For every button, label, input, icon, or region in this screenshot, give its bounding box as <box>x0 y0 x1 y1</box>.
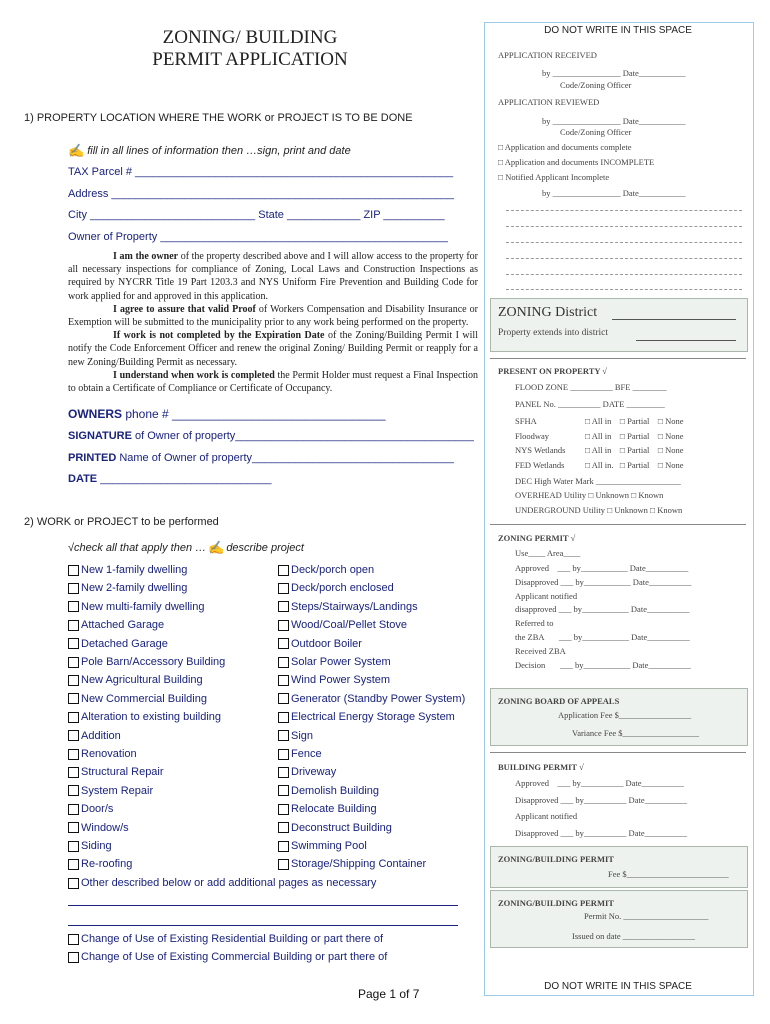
zb-permit-fee-box <box>490 846 748 888</box>
checkbox-box[interactable] <box>278 767 289 778</box>
describe-line-1[interactable] <box>68 905 458 906</box>
checkbox-box[interactable] <box>278 657 289 668</box>
work-right-checkbox-5[interactable] <box>278 656 391 668</box>
checkbox-box[interactable] <box>68 841 79 852</box>
zp_rows-row[interactable]: disapproved ___ by___________ Date__________ <box>515 604 690 615</box>
checkbox-box[interactable] <box>68 675 79 686</box>
change-use-residential-checkbox[interactable] <box>68 933 383 945</box>
zoning-district-line[interactable] <box>612 319 736 320</box>
work-left-checkbox-13[interactable] <box>68 803 113 815</box>
variance-fee-field[interactable]: Variance Fee $__________________ <box>572 728 700 738</box>
checkbox-box[interactable] <box>278 638 289 649</box>
work-right-label: Storage/Shipping Container <box>291 858 427 871</box>
work-left-label: New multi-family dwelling <box>81 600 205 613</box>
reviewed-by-date[interactable]: by ________________ Date___________ <box>542 116 686 126</box>
checkbox-box[interactable] <box>278 804 289 815</box>
work-left-label: Structural Repair <box>81 766 164 779</box>
work-left-checkbox-0[interactable] <box>68 564 187 576</box>
form-title-line2: PERMIT APPLICATION <box>152 49 348 70</box>
work-right-label: Wind Power System <box>291 674 391 687</box>
docs-complete-option[interactable] <box>498 142 632 152</box>
instruction2-check-text: √check all that apply then … <box>68 542 207 554</box>
para2-bold: I agree to assure that valid Proof <box>113 303 256 315</box>
work-left-label: Addition <box>81 729 121 742</box>
instruction1-text: fill in all lines of information then …sign, print and date <box>87 145 351 157</box>
work-right-checkbox-13[interactable] <box>278 803 377 815</box>
hazard-label: Floodway <box>515 430 549 441</box>
para4-text: the Permit Holder must request a Final Inspection to obtain a Certificate of Compliance or Certificate of Occupancy. <box>68 369 478 395</box>
work-right-checkbox-0[interactable] <box>278 564 374 576</box>
signature-label: SIGNATURE <box>68 430 132 442</box>
permit-fee-field[interactable]: Fee $________________________ <box>608 869 729 879</box>
date-label: DATE <box>68 473 98 485</box>
hazard-options[interactable]: □ All in □ Partial □ None <box>585 430 684 441</box>
checkbox-box[interactable] <box>68 785 79 796</box>
work-right-label: Deck/porch open <box>291 564 375 576</box>
checkbox-box[interactable] <box>68 565 79 576</box>
work-right-label: Generator (Standby Power System) <box>291 692 466 705</box>
zp_rows-row[interactable]: Received ZBA <box>515 645 566 656</box>
checkbox-box[interactable] <box>278 730 289 741</box>
printed-label: PRINTED <box>68 452 117 464</box>
para3-text: of the Zoning/Building Permit I will notify the Code Enforcement Officer and renew the original Zoning/ Building Permit or reapply for a new Zoning/Building Permit as necessary. <box>68 330 478 368</box>
para4-bold: I understand when work is completed <box>113 369 275 381</box>
change-use-commercial-label: Change of Use of Existing Commercial Building or part there of <box>81 951 388 963</box>
work-right-label: Demolish Building <box>291 784 380 797</box>
application-fee-field[interactable]: Application Fee $_________________ <box>558 710 692 720</box>
work-left-checkbox-15[interactable] <box>68 840 112 852</box>
checkbox-box[interactable] <box>68 767 79 778</box>
checkbox-icon[interactable]: □ <box>498 142 505 152</box>
work-left-label: New 1-family dwelling <box>81 564 188 576</box>
hazard-options[interactable]: □ All in □ Partial □ None <box>585 445 684 455</box>
work-left-checkbox-6[interactable] <box>68 674 203 686</box>
date-line: ____________________________ <box>97 473 272 485</box>
bp_rows-row[interactable]: Approved ___ by__________ Date__________ <box>515 778 685 788</box>
checkbox-box[interactable] <box>68 804 79 815</box>
zba-heading: ZONING BOARD OF APPEALS <box>498 696 620 706</box>
hazard-row[interactable] <box>515 431 684 441</box>
notes-line-5[interactable] <box>506 274 742 275</box>
work-left-checkbox-12[interactable] <box>68 785 153 797</box>
zp_rows-row[interactable]: Applicant notified <box>515 590 578 601</box>
flood-zone-field[interactable]: FLOOD ZONE __________ BFE ________ <box>515 382 667 392</box>
panel-top-header: DO NOT WRITE IN THIS SPACE <box>544 25 692 36</box>
work-left-checkbox-9[interactable] <box>68 730 121 742</box>
checkbox-box[interactable] <box>68 693 79 704</box>
work-right-checkbox-11[interactable] <box>278 766 336 778</box>
checkbox-icon[interactable]: □ <box>498 172 506 182</box>
received-by-date[interactable]: by ________________ Date___________ <box>542 68 686 78</box>
checkbox-box[interactable] <box>278 620 289 631</box>
panel-bottom-header: DO NOT WRITE IN THIS SPACE <box>544 981 692 992</box>
work-right-checkbox-8[interactable] <box>278 711 455 723</box>
work-left-label: Door/s <box>81 803 114 816</box>
checkbox-box[interactable] <box>278 565 289 576</box>
work-left-checkbox-1[interactable] <box>68 582 187 594</box>
extends-into-district-label: Property extends into district <box>498 328 609 338</box>
work-right-checkbox-12[interactable] <box>278 785 379 797</box>
underground-utility-row[interactable]: UNDERGROUND Utility □ Unknown □ Known <box>515 505 683 515</box>
section2-heading: 2) WORK or PROJECT to be performed <box>24 516 219 528</box>
other-described-checkbox[interactable] <box>68 877 376 889</box>
work-left-checkbox-10[interactable] <box>68 748 137 760</box>
work-left-label: Alteration to existing building <box>81 711 222 724</box>
zp_rows-row[interactable]: Approved ___ by___________ Date__________ <box>515 563 689 573</box>
checkbox-box[interactable] <box>68 601 79 612</box>
hazard-label: NYS Wetlands <box>515 445 566 455</box>
checkbox-box[interactable] <box>278 785 289 796</box>
checkbox-box[interactable] <box>278 749 289 760</box>
checkbox-box[interactable] <box>278 822 289 833</box>
other-described-label: Other described below or add additional pages as necessary <box>81 877 377 889</box>
hazard-label: FED Wetlands <box>515 459 565 470</box>
permit-number-field[interactable]: Permit No. ____________________ <box>584 911 709 921</box>
work-left-label: Re-roofing <box>81 858 133 871</box>
change-use-residential-label: Change of Use of Existing Residential Building or part there of <box>81 933 384 945</box>
work-right-checkbox-9[interactable] <box>278 730 313 742</box>
notes-line-2[interactable] <box>506 226 742 227</box>
hazard-row[interactable] <box>515 460 684 470</box>
hazard-row[interactable] <box>515 445 684 455</box>
para1-text: of the property described above and I will allow access to the property for all necessary inspections for compliance of Zoning, Local Laws and Construction Inspections as required by NYCRR Title 19 Part 1203.3 and NYS Uniform Fire Prevention and Building Code for work applied for and approved in this application. <box>68 251 478 302</box>
checkbox-box[interactable] <box>68 749 79 760</box>
date-field[interactable] <box>68 473 272 485</box>
hazard-options[interactable]: □ All in. □ Partial □ None <box>585 459 684 470</box>
zb-permit-heading-1: ZONING/BUILDING PERMIT <box>498 854 614 864</box>
checkbox-box[interactable] <box>68 859 79 870</box>
work-left-label: Pole Barn/Accessory Building <box>81 656 226 668</box>
notes-line-4[interactable] <box>506 258 742 259</box>
work-right-checkbox-10[interactable] <box>278 748 322 760</box>
work-right-label: Deck/porch enclosed <box>291 582 394 595</box>
divider <box>490 524 746 525</box>
work-left-label: Detached Garage <box>81 637 168 650</box>
work-left-checkbox-7[interactable] <box>68 693 207 705</box>
checkbox-box[interactable] <box>68 952 79 963</box>
owners-phone-label: OWNERS <box>68 407 122 421</box>
owners-phone-line: phone # ________________________________ <box>122 407 386 421</box>
zoning-permit-heading: ZONING PERMIT √ <box>498 533 576 543</box>
checkbox-box[interactable] <box>278 583 289 594</box>
work-right-label: Deconstruct Building <box>291 821 392 834</box>
zp_rows-row[interactable]: Disapproved ___ by___________ Date__________ <box>515 576 692 587</box>
address-field[interactable]: Address ________________________________________________________ <box>68 188 454 200</box>
hazard-options[interactable]: □ All in □ Partial □ None <box>585 416 684 426</box>
checkbox-box[interactable] <box>68 638 79 649</box>
docs-incomplete-option[interactable] <box>498 157 654 167</box>
work-left-label: Renovation <box>81 748 137 760</box>
para2-text: of Workers Compensation and Disability Insurance or Exemption will be submitted to the municipality prior to any work being performed on the property. <box>68 303 478 329</box>
signature-field[interactable] <box>68 430 474 442</box>
checkbox-box[interactable] <box>278 841 289 852</box>
instruction1 <box>68 143 351 159</box>
bp_rows-row[interactable]: Disapproved ___ by__________ Date__________ <box>515 827 688 838</box>
work-left-checkbox-3[interactable] <box>68 619 164 631</box>
work-right-label: Sign <box>291 729 314 742</box>
owner-statement <box>68 250 478 395</box>
para3-bold: If work is not completed by the Expiration Date <box>113 330 325 342</box>
owners-phone-field[interactable] <box>68 407 386 421</box>
application-reviewed-label: APPLICATION REVIEWED <box>498 97 600 107</box>
building-permit-heading: BUILDING PERMIT √ <box>498 762 584 772</box>
work-left-label: New Commercial Building <box>81 692 207 705</box>
work-left-label: New 2-family dwelling <box>81 582 188 595</box>
work-right-label: Steps/Stairways/Landings <box>291 600 418 613</box>
notes-line-1[interactable] <box>506 210 742 211</box>
divider <box>490 752 746 753</box>
signature-line: of Owner of property_______________________________________ <box>131 430 474 442</box>
code-officer-label-2: Code/Zoning Officer <box>560 127 632 137</box>
checkbox-box[interactable] <box>68 657 79 668</box>
issued-date-field[interactable]: Issued on date _________________ <box>572 931 696 941</box>
page-number: Page 1 of 7 <box>358 987 420 1001</box>
work-left-label: New Agricultural Building <box>81 674 203 687</box>
instruction2-describe-text: describe project <box>226 542 304 554</box>
work-right-checkbox-7[interactable] <box>278 693 465 705</box>
instruction2 <box>68 540 304 556</box>
zp_rows-row[interactable]: Referred to <box>515 618 554 629</box>
notified-by-date[interactable]: by ________________ Date___________ <box>542 188 686 198</box>
notes-line-6[interactable] <box>506 289 742 290</box>
docs-complete-label: Application and documents complete <box>504 142 632 152</box>
work-left-label: Window/s <box>81 821 129 834</box>
pencil-icon: ✍ <box>68 143 85 158</box>
pencil-icon: ✍ <box>208 540 225 555</box>
work-left-checkbox-2[interactable] <box>68 601 204 613</box>
work-right-checkbox-1[interactable] <box>278 582 394 594</box>
checkbox-box[interactable] <box>68 878 79 889</box>
work-right-label: Electrical Energy Storage System <box>291 711 455 724</box>
printed-line: Name of Owner of property_________________________________ <box>116 452 454 464</box>
para1-bold: I am the owner <box>113 251 179 262</box>
form-title-line1: ZONING/ BUILDING <box>162 27 338 48</box>
describe-line-2[interactable] <box>68 925 458 926</box>
work-right-label: Solar Power System <box>291 656 391 668</box>
divider <box>490 358 746 359</box>
checkbox-box[interactable] <box>68 730 79 741</box>
work-right-checkbox-16[interactable] <box>278 858 426 870</box>
tax-parcel-field[interactable]: TAX Parcel # ____________________________________________________ <box>68 166 454 178</box>
zp_rows-row[interactable]: the ZBA ___ by___________ Date__________ <box>515 632 690 642</box>
work-left-label: System Repair <box>81 784 154 797</box>
checkbox-icon[interactable]: □ <box>498 157 505 167</box>
work-right-checkbox-2[interactable] <box>278 601 418 613</box>
zb-permit-heading-2: ZONING/BUILDING PERMIT <box>498 898 614 908</box>
checkbox-box[interactable] <box>68 822 79 833</box>
checkbox-box[interactable] <box>68 620 79 631</box>
work-right-label: Swimming Pool <box>291 840 367 852</box>
zoning-district-label: ZONING District <box>498 305 598 320</box>
work-right-checkbox-3[interactable] <box>278 619 407 631</box>
work-right-label: Driveway <box>291 766 337 779</box>
work-right-label: Wood/Coal/Pellet Stove <box>291 619 407 632</box>
work-left-checkbox-16[interactable] <box>68 858 132 870</box>
checkbox-box[interactable] <box>278 693 289 704</box>
work-left-label: Siding <box>81 840 112 852</box>
section1-heading: 1) PROPERTY LOCATION WHERE THE WORK or PROJECT IS TO BE DONE <box>24 112 413 124</box>
work-right-checkbox-15[interactable] <box>278 840 367 852</box>
bp_rows-row[interactable]: Disapproved ___ by__________ Date__________ <box>515 794 688 805</box>
work-right-checkbox-6[interactable] <box>278 674 390 686</box>
work-left-checkbox-5[interactable] <box>68 656 225 668</box>
work-left-checkbox-11[interactable] <box>68 766 164 778</box>
code-officer-label: Code/Zoning Officer <box>560 80 632 90</box>
work-right-label: Relocate Building <box>291 803 377 816</box>
panel-no-field[interactable]: PANEL No. __________ DATE _________ <box>515 399 665 409</box>
printed-name-field[interactable] <box>68 452 454 464</box>
zp_rows-row[interactable]: Decision ___ by___________ Date__________ <box>515 659 691 670</box>
checkbox-box[interactable] <box>278 675 289 686</box>
use-area-field[interactable]: Use____ Area____ <box>515 548 581 558</box>
work-right-checkbox-4[interactable] <box>278 638 362 650</box>
work-left-label: Attached Garage <box>81 619 165 632</box>
work-left-checkbox-4[interactable] <box>68 638 168 650</box>
present-on-property-heading: PRESENT ON PROPERTY √ <box>498 366 607 376</box>
checkbox-box[interactable] <box>68 583 79 594</box>
checkbox-box[interactable] <box>278 712 289 723</box>
overhead-utility-row[interactable]: OVERHEAD Utility □ Unknown □ Known <box>515 490 664 500</box>
hazard-row[interactable] <box>515 416 684 426</box>
bp_rows-row[interactable]: Applicant notified <box>515 811 578 821</box>
work-right-label: Fence <box>291 748 322 760</box>
checkbox-box[interactable] <box>278 601 289 612</box>
checkbox-box[interactable] <box>278 859 289 870</box>
change-use-commercial-checkbox[interactable] <box>68 951 387 963</box>
notified-option[interactable] <box>498 172 609 182</box>
work-left-checkbox-8[interactable] <box>68 711 221 723</box>
work-right-checkbox-14[interactable] <box>278 822 392 834</box>
docs-incomplete-label: Application and documents INCOMPLETE <box>504 157 655 167</box>
extends-into-district-line[interactable] <box>636 340 736 341</box>
application-received-label: APPLICATION RECEIVED <box>498 50 597 60</box>
city-state-zip-field[interactable]: City ___________________________ State ____________ ZIP __________ <box>68 209 445 221</box>
checkbox-box[interactable] <box>68 712 79 723</box>
work-left-checkbox-14[interactable] <box>68 822 129 834</box>
owner-of-property-field[interactable]: Owner of Property _______________________________________________ <box>68 231 448 243</box>
notes-line-3[interactable] <box>506 242 742 243</box>
hazard-label: SFHA <box>515 416 537 426</box>
checkbox-box[interactable] <box>68 934 79 945</box>
notified-label: Notified Applicant Incomplete <box>505 172 610 182</box>
dec-high-water-field[interactable]: DEC High Water Mark ____________________ <box>515 476 681 486</box>
work-right-label: Outdoor Boiler <box>291 637 362 650</box>
